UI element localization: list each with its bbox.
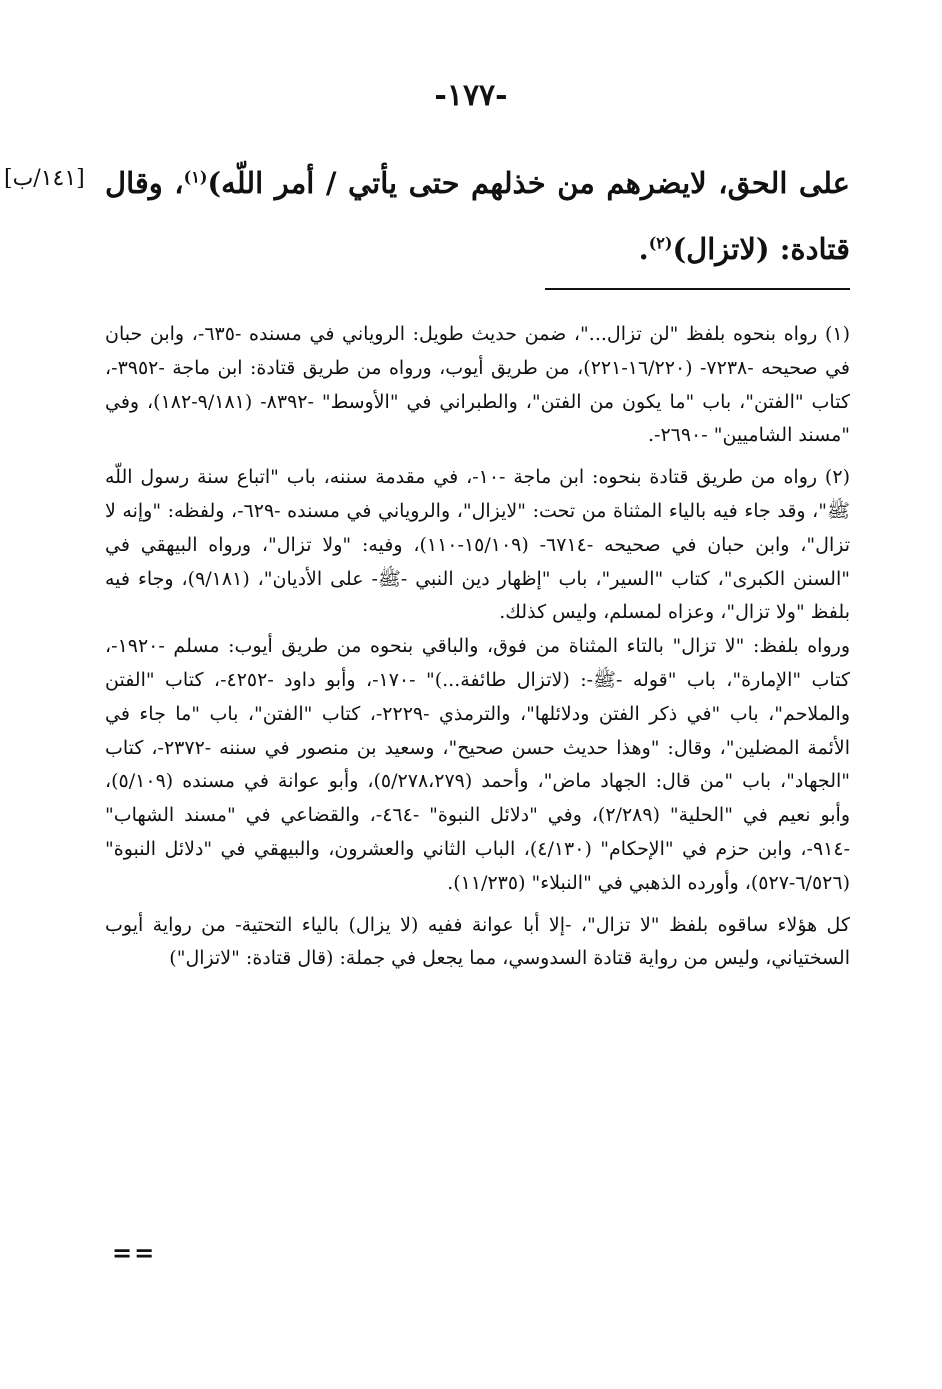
main-text-part-2: ، وقال قتادة: (لاتزال) xyxy=(105,166,850,266)
continuation-mark: == xyxy=(112,1238,157,1267)
folio-marker: [١٤١/ب] xyxy=(4,166,85,191)
footnote-2-continuation: ورواه بلفظ: "لا تزال" بالتاء المثناة من فوق، والباقي بنحوه من طريق أيوب: مسلم -١٩٢٠-، كتاب "الإمارة"، باب "قوله -ﷺ-: (لاتزال طائفة...)" -١٧٠-، وأبو داود -٤٢٥٢-، كتاب "الفتن والملاحم"، باب "في ذكر الفتن ودلائلها"، والترمذي -٢٢٢٩-، كتاب "الفتن"، باب "ما جاء في الأئمة المضلين"، وقال: "وهذا حديث حسن صحيح"، وسعيد بن منصور في سننه -٢٣٧٢-، كتاب "الجهاد"، باب "من قال: الجهاد ماض"، وأحمد (٥/٢٧٨،٢٧٩)، وأبو عوانة في مسنده (٥/١٠٩)، وأبو نعيم في "الحلية" (٢/٢٨٩)، وفي "دلائل النبوة" -٤٦٤-، والقضاعي في "مسند الشهاب" -٩١٤-، وابن حزم في "الإحكام" (٤/١٣٠)، الباب الثاني والعشرون، والبيهقي في "دلائل النبوة" (٦/٥٢٦-٥٢٧)، وأورده الذهبي في "النبلاء" (١١/٢٣٥). xyxy=(105,635,851,894)
main-text-part-3: . xyxy=(638,232,649,266)
page-number: -١٧٧- xyxy=(434,78,508,113)
main-text xyxy=(105,150,850,282)
footnote-divider xyxy=(545,288,850,290)
footnote-2: (٢) رواه من طريق قتادة بنحوه: ابن ماجة -١٠-، في مقدمة سننه، باب "اتباع سنة رسول اللّه ﷺ"، وقد جاء فيه بالياء المثناة من تحت: "لايزال"، والروياني في مسنده -٦٢٩-، ولفظه: "وإنه لا تزال"، وابن حبان في صحيحه -٦٧١٤- (١٥/١٠٩-١١٠)، وفيه: "ولا تزال"، ورواه البيهقي في "السنن الكبرى"، كتاب "السير"، باب "إظهار دين النبي -ﷺ- على الأديان"، (٩/١٨١)، وجاء فيه بلفظ "ولا تزال"، وعزاه لمسلم، وليس كذلك. xyxy=(105,466,850,624)
footnote-2-conclusion: كل هؤلاء ساقوه بلفظ "لا تزال"، -إلا أبا عوانة ففيه (لا يزال) بالياء التحتية- من رواية أيوب السختياني، وليس من رواية قتادة السدوسي، مما يجعل في جملة: (قال قتادة: "لاتزال") xyxy=(105,913,850,970)
footnote-1: (١) رواه بنحوه بلفظ "لن تزال..."، ضمن حديث طويل: الروياني في مسنده -٦٣٥-، وابن حبان في صحيحه -٧٢٣٨- (١٦/٢٢٠-٢٢١)، من طريق أيوب، ورواه من طريق قتادة: ابن ماجة -٣٩٥٢-، كتاب "الفتن"، باب "ما يكون من الفتن"، والطبراني في "الأوسط" -٨٣٩٢- (٩/١٨١-١٨٢)، وفي "مسند الشاميين" -٢٦٩٠-. xyxy=(105,323,850,447)
footnote-ref-2[interactable]: (٢) xyxy=(648,233,673,253)
footnote-ref-1[interactable]: (١) xyxy=(183,167,208,187)
main-text-part-1: على الحق، لايضرهم من خذلهم حتى يأتي / أمر اللّه) xyxy=(207,166,850,200)
footnotes xyxy=(105,318,850,976)
